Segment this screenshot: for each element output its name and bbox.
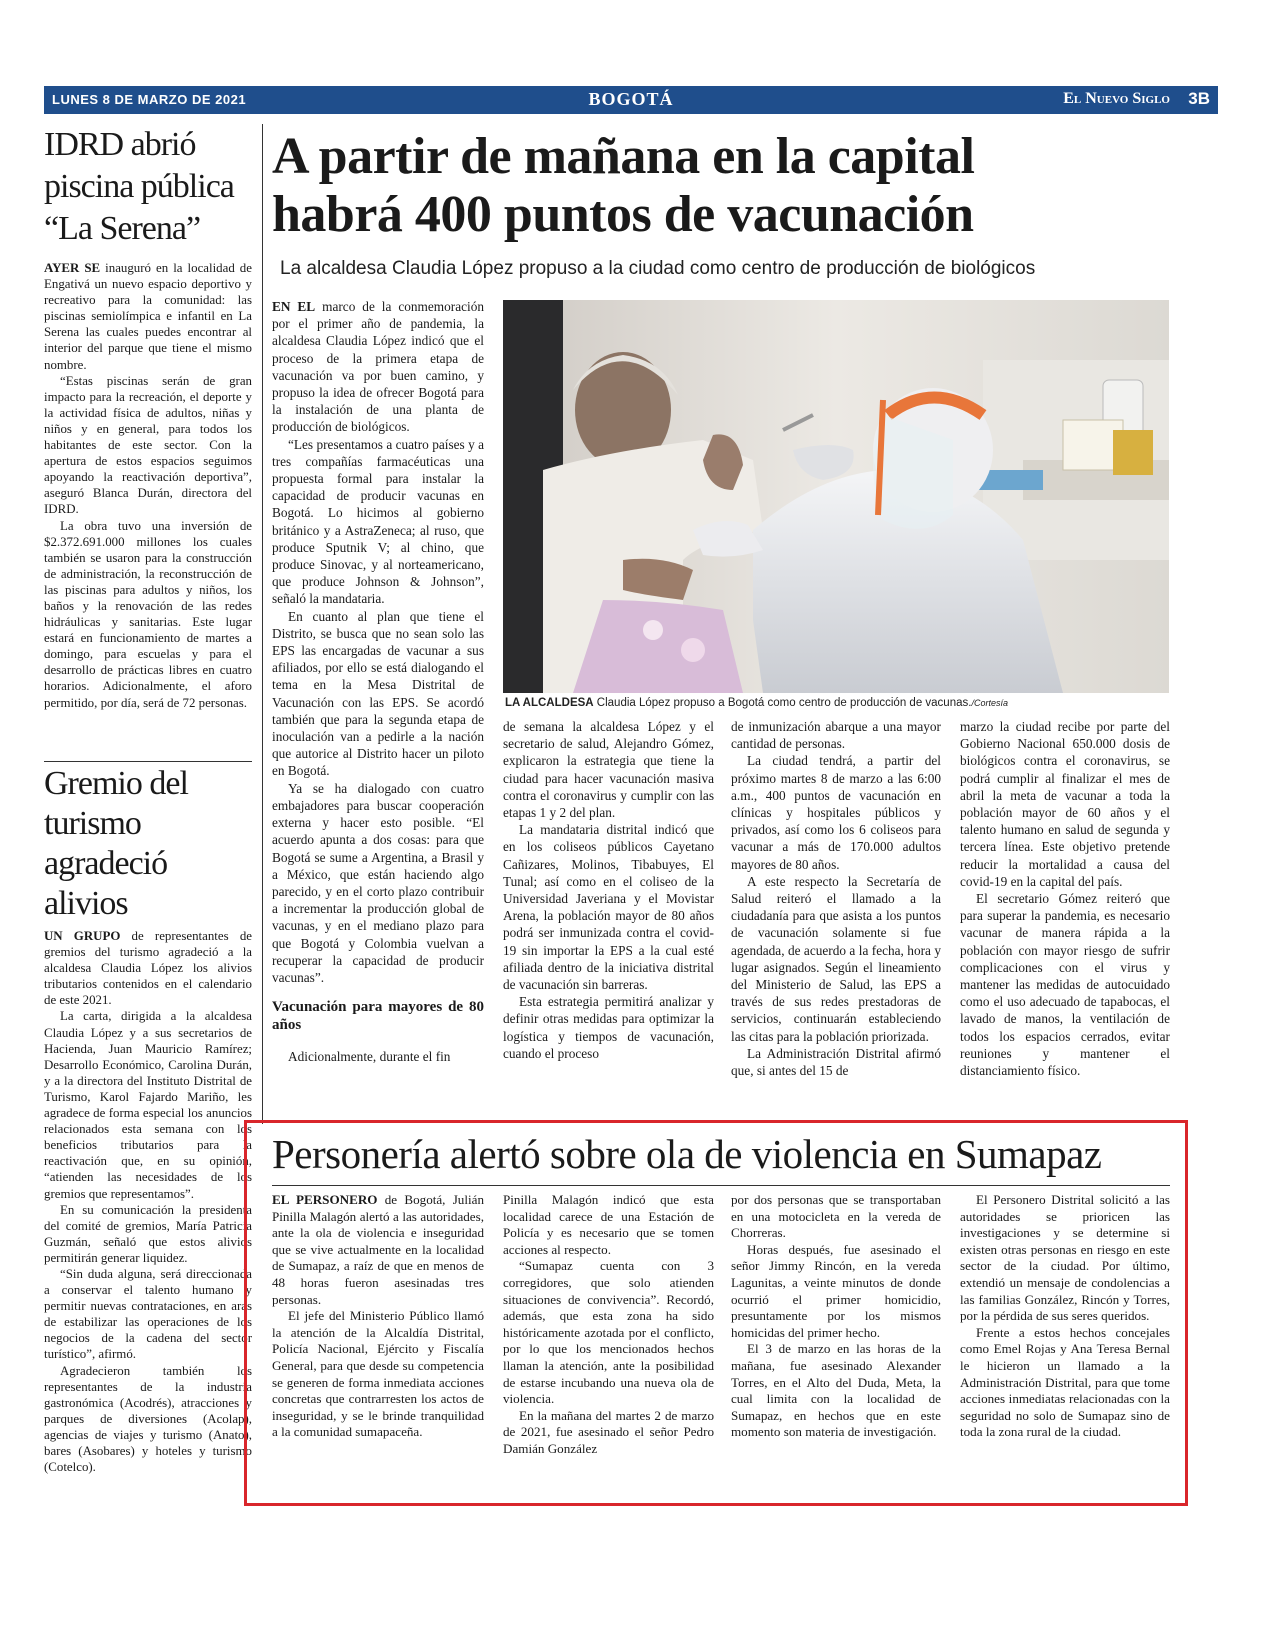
- paragraph: marco de la conmemoración por el primer año de pandemia, la alcaldesa Claudia López indicó que el proceso de la primera etapa de vacunación va por buen camino, y propuso la idea de ofrecer Bogotá para la instalación de una planta de producción de biológicos.: [272, 299, 484, 435]
- paragraph: En su comunicación la presidenta del comité de gremios, María Patricia Guzmán, señaló que estos alivios permitirán generar liquidez.: [44, 1202, 252, 1265]
- caption-lead: LA ALCALDESA: [505, 697, 594, 709]
- paragraph: En cuanto al plan que tiene el Distrito, se busca que no sean solo las EPS las encargadas de vacunar a sus afiliados, por ello se está dialogando el tema en la Mesa Distrital de Vacunación con las EPS. Se acordó también que para la segunda etapa de inoculación van a pedirle a la nación que autorice al Distrito hacer un piloto en Bogotá.: [272, 608, 484, 779]
- caption-text: Claudia López propuso a Bogotá como centro de producción de vacunas.: [596, 697, 972, 709]
- paragraph: “Estas piscinas serán de gran impacto para la recreación, el deporte y la actividad física de adultos, niñas y niños y en general, para todos los habitantes de este sector. Con la apertura de estos espacios seguimos apoyando la reactivación deportiva”, aseguró Blanca Durán, directora del IDRD.: [44, 373, 252, 517]
- paragraph: Ya se ha dialogado con cuatro embajadores para buscar cooperación externa y hacer esto posible. “El acuerdo apunta a dos cosas: para que Bogotá se sume a Argentina, a Brasil y a México, que están haciendo algo parecido, y en el corto plazo contribuir a incrementar la producción global de vacunas, y en el mediano plazo para que Bogotá y Colombia vuelvan a recuperar la capacidad de producir vacunas”.: [272, 780, 484, 985]
- newspaper-name: El Nuevo Siglo: [1063, 90, 1170, 107]
- main-column-2: [503, 718, 714, 1062]
- paragraph: A este respecto la Secretaría de Salud reiteró el llamado a la ciudadanía para que asista a los puntos de vacunación solamente si fue agendada, de acuerdo a la fecha, hora y lugar asignados. Según el lineamiento del Ministerio de Salud, las EPS a través de sus redes prestadoras de servicios, continuarán estableciendo las citas para la población priorizada.: [731, 873, 941, 1044]
- photo-credit: /Cortesía: [971, 698, 1008, 708]
- photo-caption: [505, 697, 1170, 709]
- lead-in: EN EL: [272, 299, 316, 314]
- sidebar-body: [44, 260, 252, 711]
- paragraph: “Les presentamos a cuatro países y a tres compañías farmacéuticas una propuesta formal para instalar la capacidad de producir vacunas en Bogotá. Lo hicimos al gobierno británico y a AstraZeneca; al ruso, que produce Sputnik V; al chino, que produce Sinovac, y al norteamericano, que produce Johnson & Johnson”, señaló la mandataria.: [272, 436, 484, 607]
- edition-date: LUNES 8 DE MARZO DE 2021: [52, 92, 247, 107]
- paragraph: El jefe del Ministerio Público llamó la atención de la Alcaldía Distrital, Policía Nacional, Ejército y Fiscalía General, para que desde su competencia se generen de forma inmediata acciones concretas que contrarresten los actos de inseguridad, y se le brinde tranquilidad a la comunidad sumapaceña.: [272, 1308, 484, 1440]
- paragraph: marzo la ciudad recibe por parte del Gobierno Nacional 650.000 dosis de biológicos contra el coronavirus, se podrá cumplir al finalizar el mes de abril la meta de vacunar a toda la población mayor de 60 años y el talento humano en salud de segunda y tercera línea. Este objetivo pretende reducir la mortalidad a causa del covid-19 en la capital del país.: [960, 719, 1170, 889]
- main-headline: [272, 128, 1192, 244]
- paragraph: de inmunización abarque a una mayor cantidad de personas.: [731, 719, 941, 752]
- paragraph: por dos personas que se transportaban en una motocicleta en la vereda de Chorreras.: [731, 1192, 941, 1241]
- paragraph: La mandataria distrital indicó que en los coliseos públicos Cayetano Cañizares, Molinos, Tibabuyes, El Tunal; así como en el coliseo de la Universidad Javeriana y el Movistar Arena, la población mayor de 80 años podrá ser inmunizada contra el covid-19 sin importar la EPS a la cual esté afiliada dentro de la iniciativa distrital de vacunación sin barreras.: [503, 822, 714, 993]
- paragraph: “Sumapaz cuenta con 3 corregidores, que solo atienden situaciones de convivencia”. Recordó, además, que esta zona ha sido históricamente azotada por el conflicto, por lo que los mencionados hechos llaman la atención, ante la posibilidad de estarse incubando una nueva ola de violencia.: [503, 1258, 714, 1407]
- vaccination-photo: [503, 300, 1169, 693]
- box-column-3: [731, 1192, 941, 1441]
- headline-line: A partir de mañana en la capital: [272, 128, 975, 185]
- paragraph: inauguró en la localidad de Engativá un nuevo espacio deportivo y recreativo para la comunidad: las piscinas semiolímpica e infantil en La Serena las cuales puedes encontrar al interior del parque que tiene el mismo nombre.: [44, 261, 252, 372]
- paragraph: Frente a estos hechos concejales como Emel Rojas y Ana Teresa Bernal le hicieron un llamado a la Administración Distrital, para que tome acciones inmediatas relacionadas con la seguridad no solo de Sumapaz sino de toda la zona rural de la ciudad.: [960, 1324, 1170, 1440]
- sidebar-headline: IDRD abrió piscina pública “La Serena”: [44, 126, 234, 247]
- box-column-1: [272, 1192, 484, 1441]
- paragraph: En la mañana del martes 2 de marzo de 2021, fue asesinado el señor Pedro Damián González: [503, 1407, 714, 1456]
- main-deck: La alcaldesa Claudia López propuso a la ciudad como centro de producción de biológicos: [280, 258, 1036, 279]
- paragraph: La obra tuvo una inversión de $2.372.691.000 millones los cuales también se usaron para la construcción de administración, la reconstrucción de las piscinas para adultos y niños, los baños y la renovación de las redes hidráulicas y sanitarias. Este lugar estará en funcionamiento de martes a domingo, para escuelas y para el desarrollo de prácticas libres en cuatro horarios. Adicionalmente, el aforo permitido, por día, será de 72 personas.: [44, 518, 252, 710]
- paragraph: de representantes de gremios del turismo agradeció a la alcaldesa Claudia López los alivios tributarios contenidos en el calendario de este 2021.: [44, 929, 252, 1008]
- paragraph: La Administración Distrital afirmó que, si antes del 15 de: [731, 1045, 941, 1079]
- main-column-4: [960, 718, 1170, 1079]
- headline-line: habrá 400 puntos de vacunación: [272, 186, 974, 243]
- main-column-1: [272, 298, 484, 1065]
- paragraph: Esta estrategia permitirá analizar y definir otras medidas para optimizar la logística y tiempos de vacunación, cuando el proceso: [503, 994, 714, 1061]
- paragraph: El Personero Distrital solicitó a las autoridades se prioricen las investigaciones y se determine si existen otras personas en riesgo en este sector de la ciudad. Por último, extendió un mensaje de condolencias a las familias González, Rincón y Torres, por la pérdida de sus seres queridos.: [960, 1192, 1170, 1324]
- lead-in: EL PERSONERO: [272, 1192, 378, 1207]
- subheading: Vacunación para mayores de 80 años: [272, 999, 484, 1034]
- sidebar-story-idrd: [44, 124, 252, 711]
- paragraph: La carta, dirigida a la alcaldesa Claudia López y a sus secretarios de Hacienda, Juan Mauricio Ramírez; Desarrollo Económico, Carolina Durán, y a la directora del Instituto Distrital de Turismo, Karol Fajardo Mariño, les agradece de forma especial los anuncios relacionados esta semana con los beneficios tributarios para la reactivación que, en su opinión, “atienden las necesidades de los gremios que representamos”.: [44, 1009, 252, 1201]
- column-divider: [262, 124, 263, 1124]
- divider: [44, 761, 252, 762]
- sidebar-story-turismo: [44, 764, 252, 1475]
- paragraph: “Sin duda alguna, será direccionada a conservar el talento humano y permitir nuevas contrataciones, en aras de estabilizar las operaciones de los negocios de la cadena del sector turístico”, afirmó.: [44, 1266, 252, 1362]
- paragraph: de semana la alcaldesa López y el secretario de salud, Alejandro Gómez, explicaron la estrategia que tiene la ciudad para hacer vacunación masiva contra el coronavirus y cumplir con las etapas 1 y 2 del plan.: [503, 719, 714, 821]
- section-name: BOGOTÁ: [588, 89, 674, 109]
- main-column-3: [731, 718, 941, 1079]
- paragraph: Horas después, fue asesinado el señor Jimmy Rincón, en la vereda Lagunitas, a veinte minutos de donde ocurrió el primer homicidio, presuntamente por los mismos homicidas del primer hecho.: [731, 1241, 941, 1340]
- page-header-bar: [44, 86, 1218, 114]
- lead-in: AYER SE: [44, 261, 101, 275]
- box-column-4: [960, 1192, 1170, 1441]
- paragraph: Adicionalmente, durante el fin: [288, 1049, 451, 1065]
- paragraph: El 3 de marzo en las horas de la mañana, fue asesinado Alexander Torres, en el Alto del Duda, Meta, la cual limita con la localidad de Sumapaz, en hechos que en este momento son materia de investigación.: [731, 1341, 941, 1440]
- lead-in: UN GRUPO: [44, 929, 121, 943]
- sidebar-headline: Gremio del turismo agradeció alivios: [44, 765, 188, 922]
- paragraph: El secretario Gómez reiteró que para superar la pandemia, es necesario vacunar de manera rápida a la población con mayor riesgo de sufrir complicaciones con el virus y mantener las medidas de autocuidado como el uso adecuado de tapabocas, el lavado de manos, la ventilación de todos los espacios cerrados, evitar reuniones y mantener el distanciamiento físico.: [960, 891, 1170, 1079]
- box-column-2: [503, 1192, 714, 1458]
- paragraph: La ciudad tendrá, a partir del próximo martes 8 de marzo a las 6:00 a.m., 400 puntos de vacunación en clínicas y hospitales públicos y privados, así como los 6 coliseos para vacunar a más de 170.000 adultos mayores de 80 años.: [731, 753, 941, 872]
- box-headline: Personería alertó sobre ola de violencia en Sumapaz: [272, 1131, 1102, 1177]
- sidebar-body: [44, 928, 252, 1475]
- paragraph: de Bogotá, Julián Pinilla Malagón alertó a las autoridades, ante la ola de violencia e inseguridad que se vive actualmente en la localidad de Sumapaz, a raíz de que en menos de 48 horas fueron asesinadas tres personas.: [272, 1192, 484, 1307]
- page-number: 3B: [1188, 89, 1210, 108]
- paragraph: Pinilla Malagón indicó que esta localidad carece de una Estación de Policía y es necesario que se tomen acciones al respecto.: [503, 1192, 714, 1257]
- divider: [272, 1185, 1170, 1186]
- paragraph: Agradecieron también los representantes de la industria gastronómica (Acodrés), atracciones y parques de diversiones (Acolap), agencias de viajes y turismo (Anato), bares (Asobares) y hoteles y turismo (Cotelco).: [44, 1363, 252, 1475]
